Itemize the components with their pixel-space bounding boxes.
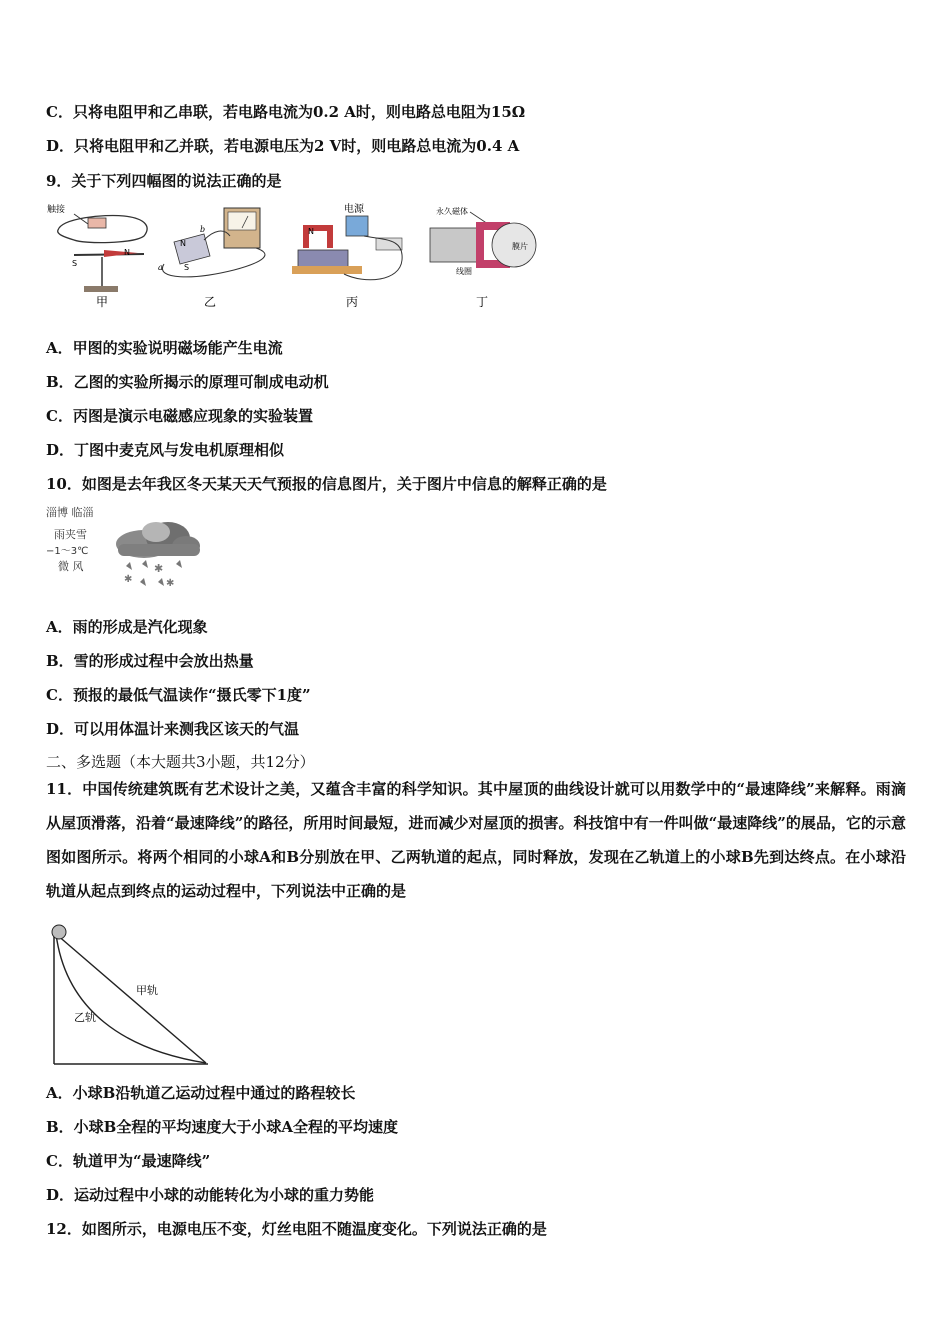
weather-location: 淄博 临淄 [46, 506, 94, 519]
q10-stem: 10．如图是去年我区冬天某天天气预报的信息图片，关于图片中信息的解释正确的是 [46, 475, 607, 493]
q10-option-a: A．雨的形成是汽化现象 [46, 618, 208, 636]
figure-bing [292, 202, 402, 280]
q12-stem: 12．如图所示，电源电压不变，灯丝电阻不随温度变化。下列说法正确的是 [46, 1220, 547, 1238]
q9-stem: 9．关于下列四幅图的说法正确的是 [46, 172, 282, 190]
label-power: 电源 [344, 204, 364, 215]
caption-ding: 丁 [476, 295, 489, 309]
figure-jia [47, 203, 147, 292]
weather-figure-svg [44, 502, 214, 594]
weather-figure [44, 502, 214, 594]
q8-option-c: C．只将电阻甲和乙串联，若电路电流为0.2 A时，则电路总电阻为15Ω [46, 103, 526, 121]
q11-option-c: C．轨道甲为“最速降线” [46, 1152, 211, 1170]
weather-wind: 微 风 [58, 560, 84, 573]
track-jia [56, 934, 206, 1063]
label-track-jia: 甲轨 [136, 984, 158, 997]
caption-bing: 丙 [346, 295, 359, 309]
figure-ding [430, 206, 536, 276]
q9-figure-svg [44, 200, 544, 312]
pole-n-yi: N [180, 239, 186, 248]
svg-text:✱: ✱ [154, 562, 164, 575]
pole-n-jia: N [124, 248, 130, 257]
q10-option-b: B．雪的形成过程中会放出热量 [46, 652, 254, 670]
q11-stem: 11．中国传统建筑既有艺术设计之美，又蕴含丰富的科学知识。其中屋顶的曲线设计就可以用数学中的“最速降线”来解释。雨滴从屋顶滑落，沿着“最速降线”的路径，所用时间最短，进而减少对屋顶的损害。科技馆中有一件叫做“最速降线”的展品，它的示意图如图所示。将两个相同的小球A和B分别放在甲、乙两轨道的起点，同时释放，发现在乙轨道上的小球B先到达终点。在小球沿轨道从起点到终点的运动过程中，下列说法中正确的是 [46, 780, 906, 900]
q11-figure-svg [44, 920, 214, 1070]
section-title: 二、多选题（本大题共3小题，共12分） [46, 753, 315, 771]
weather-temperature: −1～3℃ [46, 546, 89, 557]
label-diaphragm: 膜片 [512, 242, 528, 251]
figure-yi [158, 208, 265, 277]
q11-option-b: B．小球B全程的平均速度大于小球A全程的平均速度 [46, 1118, 398, 1136]
label-a: a [158, 263, 163, 272]
label-magnet: 永久磁体 [436, 207, 468, 216]
q9-option-a: A．甲图的实验说明磁场能产生电流 [46, 339, 283, 357]
rain-snow-icon [124, 560, 182, 589]
label-track-yi: 乙轨 [74, 1011, 96, 1024]
q8-option-d: D．只将电阻甲和乙并联，若电源电压为2 V时，则电路总电流为0.4 A [46, 137, 520, 155]
q10-option-c: C．预报的最低气温读作“摄氏零下1度” [46, 686, 311, 704]
q9-figure [44, 200, 544, 312]
pole-n-bing: N [308, 227, 314, 236]
q11-option-d: D．运动过程中小球的动能转化为小球的重力势能 [46, 1186, 375, 1204]
q9-option-c: C．丙图是演示电磁感应现象的实验装置 [46, 407, 313, 425]
label-coil: 线圈 [456, 267, 472, 276]
q11-figure [44, 920, 214, 1070]
pole-s-yi: S [184, 263, 190, 272]
ball-icon [52, 925, 66, 939]
svg-text:✱: ✱ [124, 574, 133, 585]
weather-condition: 雨夹雪 [54, 528, 87, 541]
q9-option-d: D．丁图中麦克风与发电机原理相似 [46, 441, 285, 459]
q10-option-d: D．可以用体温计来测我区该天的气温 [46, 720, 300, 738]
q9-option-b: B．乙图的实验所揭示的原理可制成电动机 [46, 373, 329, 391]
label-touch: 触接 [47, 205, 66, 215]
pole-s-jia: S [72, 259, 78, 268]
caption-jia: 甲 [96, 295, 109, 309]
caption-yi: 乙 [204, 295, 217, 309]
q11-option-a: A．小球B沿轨道乙运动过程中通过的路程较长 [46, 1084, 356, 1102]
svg-text:✱: ✱ [166, 578, 175, 589]
cloud-icon [116, 522, 200, 558]
label-b: b [200, 225, 206, 234]
